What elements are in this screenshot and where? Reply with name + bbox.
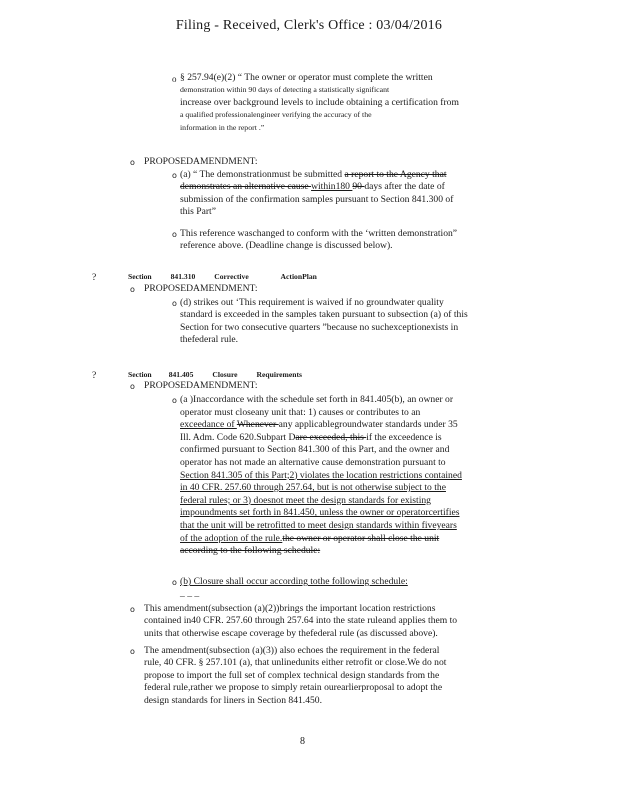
amendment-paragraph-d [180, 297, 540, 347]
deleted-text: according to the following schedule: [180, 545, 321, 557]
paragraph-line: units that otherwise escape coverage by thefederal rule (as discussed above). [144, 627, 438, 639]
bullet-marker: o [172, 74, 177, 84]
amendment-text: operator has not made an alternative cause demonstration pursuant to [180, 456, 446, 468]
paragraph-line: rule, 40 CFR. § 257.101 (a), that unlinedunits either retrofit or close.We do not [144, 657, 447, 669]
amendment-paragraph-b [180, 576, 540, 601]
amendment-text: confirmed pursuant to Section 841.300 of this Part, and the owner and [180, 444, 450, 456]
inserted-text: exceedance of [180, 419, 237, 431]
inserted-text: Section 841.305 of this Part;2) violates the location restrictions contained [180, 469, 462, 481]
quote-line: increase over background levels to include obtaining a certification from [180, 96, 459, 108]
section-heading: Section 841.405 Closure Requirements [128, 370, 302, 379]
page-number: 8 [300, 736, 305, 747]
bullet-marker: o [130, 285, 135, 294]
inserted-text: (b) Closure shall occur according tothe following schedule: [180, 576, 408, 587]
bullet-marker: o [130, 605, 135, 614]
amendment-text: thefederal rule. [180, 334, 239, 346]
regulation-quote [180, 72, 500, 134]
proposed-amendment-label: PROPOSEDAMENDMENT: [144, 156, 258, 167]
amendment-text: (d) strikes out ‘This requirement is waived if no groundwater quality [180, 297, 444, 308]
quote-line: information in the report .” [180, 122, 265, 132]
filing-header: Filing - Received, Clerk's Office : 03/04/2016 [175, 18, 443, 33]
paragraph-line: federal rule,rather we propose to simply retain ourearlierproposal to adopt the [144, 682, 443, 694]
bullet-marker: o [172, 230, 177, 239]
amendment-text: standard is exceeded in the samples taken pursuant to subsection (a) of this [180, 309, 468, 321]
inserted-text: within180 [311, 181, 353, 193]
paragraph-line: This amendment(subsection (a)(2))brings the important location restrictions [144, 603, 436, 614]
amendment-text: reference above. (Deadline change is discussed below). [180, 240, 393, 252]
deleted-text: are exceeded, this [295, 431, 367, 443]
amendment-text: This reference waschanged to conform with the ‘written demonstration” [180, 228, 458, 239]
discussion-paragraph [144, 603, 518, 640]
deleted-text: the owner or operator shall close the unit [282, 532, 440, 544]
paragraph-line: contained in40 CFR. 257.60 through 257.64 into the state ruleand applies them to [144, 615, 458, 627]
amendment-text: days after the date of [364, 181, 445, 193]
amendment-text: any applicablegroundwater standards under 35 [278, 419, 458, 431]
amendment-text: (a )Inaccordance with the schedule set forth in 841.405(b), an owner or [180, 394, 454, 405]
bullet-marker: o [130, 647, 135, 656]
amendment-text: Ill. Adm. Code 620.Subpart D [180, 431, 296, 443]
amendment-text: (a) “ The demonstrationmust be submitted [180, 169, 345, 180]
paragraph-line: propose to import the full set of complex technical design standards from the [144, 669, 440, 681]
discussion-paragraph [144, 645, 518, 707]
proposed-amendment-label: PROPOSEDAMENDMENT: [144, 283, 258, 294]
section-marker: ? [92, 272, 97, 283]
paragraph-line: design standards for liners in Section 841.450. [144, 694, 322, 706]
amendment-text: _ _ _ [180, 588, 200, 600]
deleted-text: demonstrates an alternative cause [180, 181, 312, 193]
amendment-text: this Part” [180, 206, 216, 218]
deleted-text: 90 [352, 181, 365, 193]
inserted-text: impoundments set forth in 841.450, unless the owner or operatorcertifies [180, 507, 460, 519]
bullet-marker: o [172, 171, 177, 180]
inserted-text: in 40 CFR. 257.60 through 257.64, but is not otherwise subject to the [180, 482, 446, 494]
proposed-amendment-label: PROPOSEDAMENDMENT: [144, 380, 258, 391]
amendment-text: submission of the confirmation samples pursuant to Section 841.300 of [180, 193, 454, 205]
amendment-text: if the exceedence is [366, 431, 442, 443]
inserted-text: of the adoption of the rule. [180, 532, 283, 544]
amendment-paragraph-b [180, 228, 516, 253]
bullet-marker: o [130, 158, 135, 167]
amendment-paragraph-a [180, 169, 516, 219]
quote-line: a qualified professionalengineer verifying the accuracy of the [180, 110, 372, 120]
quote-line: demonstration within 90 days of detecting a statistically significant [180, 85, 390, 95]
bullet-marker: o [172, 396, 177, 405]
bullet-marker: o [172, 578, 177, 587]
paragraph-line: The amendment(subsection (a)(3)) also echoes the requirement in the federal [144, 645, 440, 656]
amendment-paragraph-a [180, 394, 540, 558]
section-heading: Section 841.310 Corrective ActionPlan [128, 272, 317, 281]
inserted-text: federal rules; or 3) doesnot meet the design standards for existing [180, 494, 431, 506]
inserted-text: that the unit will be retrofitted to meet design standards within fiveyears [180, 519, 457, 531]
bullet-marker: o [172, 299, 177, 308]
deleted-text: Whenever [236, 419, 279, 431]
amendment-text: Section for two consecutive quarters ”because no suchexceptionexists in [180, 321, 459, 333]
quote-line: § 257.94(e)(2) “ The owner or operator must complete the written [180, 72, 433, 83]
bullet-marker: o [130, 382, 135, 391]
section-marker: ? [92, 370, 97, 381]
amendment-text: operator must closeany unit that: 1) causes or contributes to an [180, 406, 421, 418]
deleted-text: a report to the Agency that [344, 169, 447, 180]
